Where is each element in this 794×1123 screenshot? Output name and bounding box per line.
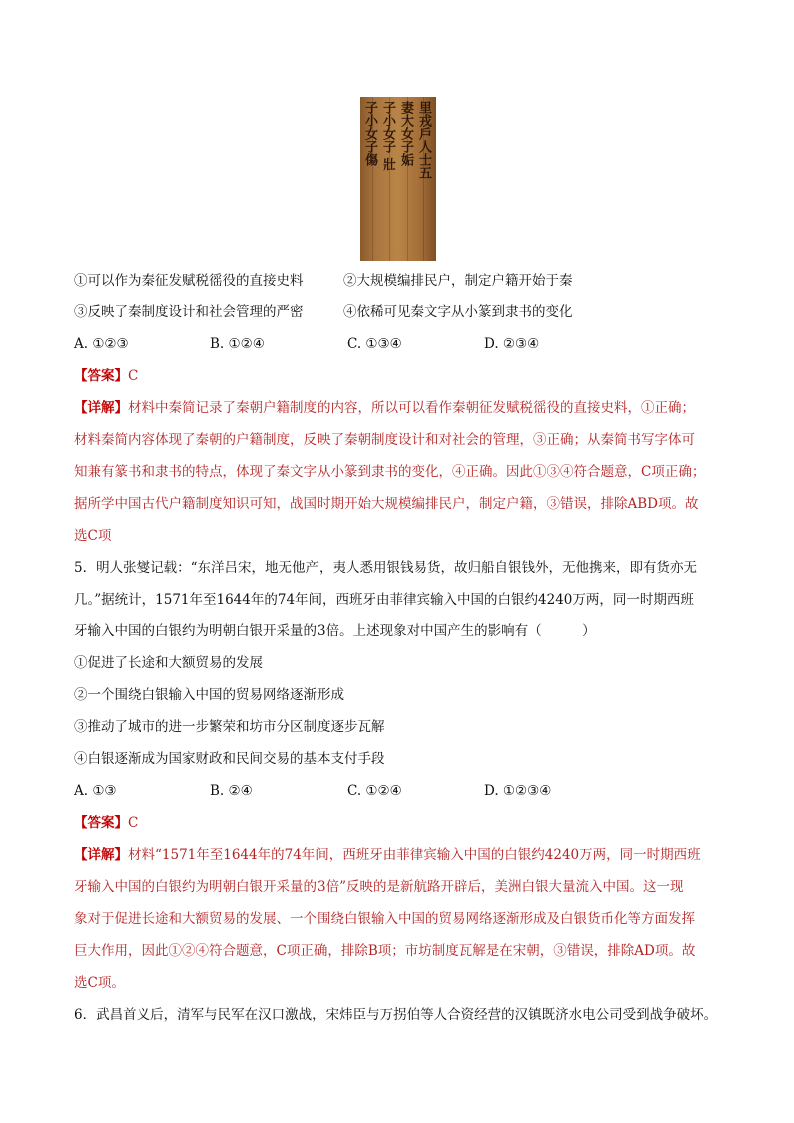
q5-option-b: B. ②④ [210,783,253,799]
detail-text: 材料中秦简记录了秦朝户籍制度的内容，所以可以看作秦朝征发赋税徭役的直接史料，①正确； [128,400,695,416]
detail-text: 材料“1571年至1644年的74年间，西班牙由菲律宾输入中国的白银约4240万两，同一时期西班 [128,847,701,863]
slip-text-column: 子小女子 壯 [380,101,395,171]
q5-answer [74,813,138,833]
bamboo-slip-image [360,97,436,261]
q6-stem-line: 6．武昌首义后，清军与民军在汉口激战，宋炜臣与万拐伯等人合资经营的汉镇既济水电公司受到战争破坏。 [74,1007,718,1023]
q5-statement-3: ③推动了城市的进一步繁荣和坊市分区制度逐步瓦解 [74,719,385,735]
q4-detail-line: 知兼有篆书和隶书的特点，体现了秦文字从小篆到隶书的变化，④正确。因此①③④符合题意，C项正确； [74,464,706,480]
q5-stem-line: 牙输入中国的白银约为明朝白银开采量的3倍。上述现象对中国产生的影响有（ ） [74,623,596,639]
q5-stem-line: 5．明人张燮记载：“东洋吕宋，地无他产，夷人悉用银钱易货，故归船自银钱外，无他携来，即有货亦无 [74,560,697,576]
q4-option-a: A. ①②③ [74,336,129,352]
q5-statement-2: ②一个围绕白银输入中国的贸易网络逐渐形成 [74,687,344,703]
q4-answer [74,366,138,386]
q4-detail-line: 据所学中国古代户籍制度知识可知，战国时期开始大规模编排民户，制定户籍，③错误，排除ABD项。故 [74,496,699,512]
q4-detail-line: 材料秦简内容体现了秦朝的户籍制度，反映了秦朝制度设计和对社会的管理，③正确；从秦简书写字体可 [74,432,695,448]
q5-detail-line: 选C项。 [74,975,125,991]
answer-label: 【答案】 [74,368,128,384]
answer-value: C [128,368,139,384]
q4-option-b: B. ①②④ [210,336,265,352]
q4-detail-line: 选C项 [74,528,112,544]
q5-option-a: A. ①③ [74,783,117,799]
q4-statement-1: ①可以作为秦征发赋税徭役的直接史料 [74,273,304,289]
q4-option-d: D. ②③④ [484,336,540,352]
q5-detail-line: 牙输入中国的白银约为明朝白银开采量的3倍”反映的是新航路开辟后，美洲白银大量流入中国。这一现 [74,879,684,895]
q4-statement-3: ③反映了秦制度设计和社会管理的严密 [74,304,304,320]
q5-statement-1: ①促进了长途和大额贸易的发展 [74,655,263,671]
detail-label: 【详解】 [74,847,128,863]
q5-detail-line [74,845,724,865]
q4-option-c: C. ①③④ [347,336,402,352]
q4-statement-2: ②大规模编排民户，制定户籍开始于秦 [343,273,573,289]
slip-text-column: 妻大女子姤 [398,101,413,166]
detail-label: 【详解】 [74,400,128,416]
q5-statement-4: ④白银逐渐成为国家财政和民间交易的基本支付手段 [74,751,385,767]
answer-label: 【答案】 [74,815,128,831]
q4-statement-4: ④依稀可见秦文字从小篆到隶书的变化 [343,304,573,320]
q4-detail-line [74,398,724,418]
slip-text-column: 子小女子傷 [362,101,377,166]
q5-option-c: C. ①②④ [347,783,402,799]
q5-detail-line: 巨大作用，因此①②④符合题意，C项正确，排除B项；市坊制度瓦解是在宋朝，③错误，排除AD项。故 [74,943,696,959]
q5-detail-line: 象对于促进长途和大额贸易的发展、一个围绕白银输入中国的贸易网络逐渐形成及白银货币化等方面发挥 [74,911,695,927]
q5-option-d: D. ①②③④ [484,783,552,799]
answer-value: C [128,815,139,831]
slip-text-column: 里戎戶人士五 [416,101,431,179]
q5-stem-line: 几。”据统计，1571年至1644年的74年间，西班牙由菲律宾输入中国的白银约4240万两，同一时期西班 [74,592,694,608]
